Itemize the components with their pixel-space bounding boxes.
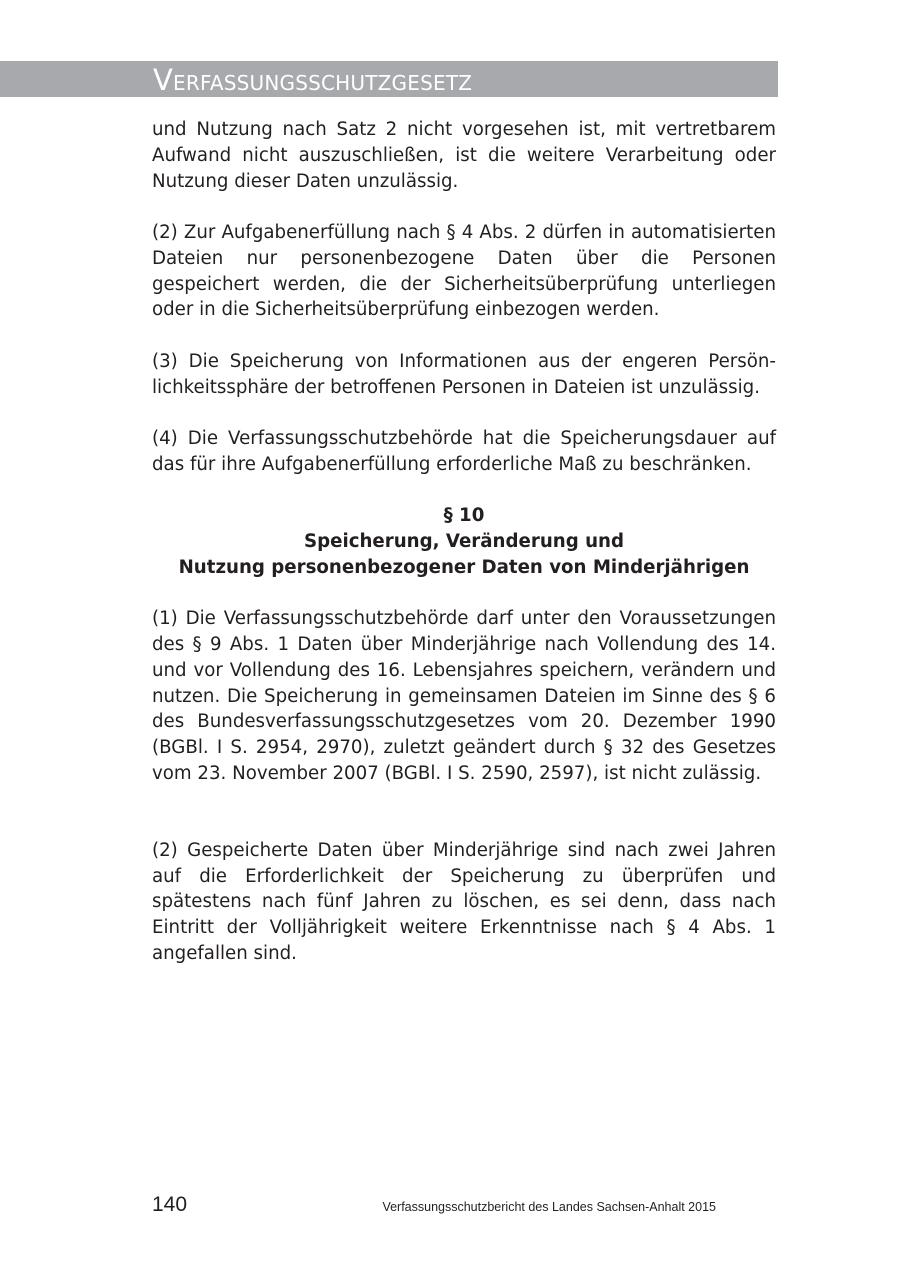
section-title-line-1: Speicherung, Veränderung und — [304, 530, 624, 552]
section-number: § 10 — [443, 505, 485, 527]
paragraph-9-3: (3) Die Speicherung von Informationen aus der engeren Persönlichkeitssphäre der betroffenen Personen in Dateien ist unzulässig. — [152, 350, 776, 398]
footer-publication-title: Verfassungsschutzbericht des Landes Sachsen-Anhalt 2015 — [382, 1200, 716, 1214]
page-content — [152, 117, 776, 967]
paragraph-continued: und Nutzung nach Satz 2 nicht vorgesehen ist, mit vertretbarem Aufwand nicht auszuschließen, ist die weitere Verarbeitung oder Nutzung dieser Daten unzulässig. — [152, 119, 776, 192]
paragraph-9-2: (2) Zur Aufgabenerfüllung nach § 4 Abs. 2 dürfen in automatisierten Dateien nur personenbezogene Daten über die Personen gespeichert werden, die der Sicherheitsüberprüfung unterliegen oder in die Sicherheitsüberprüfung einbezogen werden. — [152, 221, 776, 321]
paragraph-10-2: (2) Gespeicherte Daten über Minderjährige sind nach zwei Jahren auf die Erforderlichkeit der Speicherung zu überprüfen und spätestens nach fünf Jahren zu löschen, es sei denn, dass nach Eintritt der Volljährigkeit weitere Erkenntnisse nach § 4 Abs. 1 angefallen sind. — [152, 839, 776, 964]
section-heading — [152, 503, 776, 580]
paragraph-9-4: (4) Die Verfassungsschutzbehörde hat die Speicherungsdauer auf das für ihre Aufgabenerfüllung erforderliche Maß zu beschränken. — [152, 427, 776, 475]
section-title-line-2: Nutzung personenbezogener Daten von Minderjährigen — [178, 556, 750, 578]
page-number: 140 — [152, 1193, 188, 1216]
running-header-title: Verfassungsschutzgesetz — [153, 63, 473, 97]
paragraph-10-1: (1) Die Verfassungsschutzbehörde darf unter den Voraussetzungen des § 9 Abs. 1 Daten über Minderjährige nach Vollendung des 14. und vor Vollendung des 16. Lebensjahres speichern, verändern und nutzen. Die Speicherung in gemeinsamen Dateien im Sinne des § 6 des Bundesverfassungsschutzgesetzes vom 20. Dezember 1990 (BGBl. I S. 2954, 2970), zuletzt geändert durch § 32 des Gesetzes vom 23. November 2007 (BGBl. I S. 2590, 2597), ist nicht zulässig. — [152, 608, 776, 784]
